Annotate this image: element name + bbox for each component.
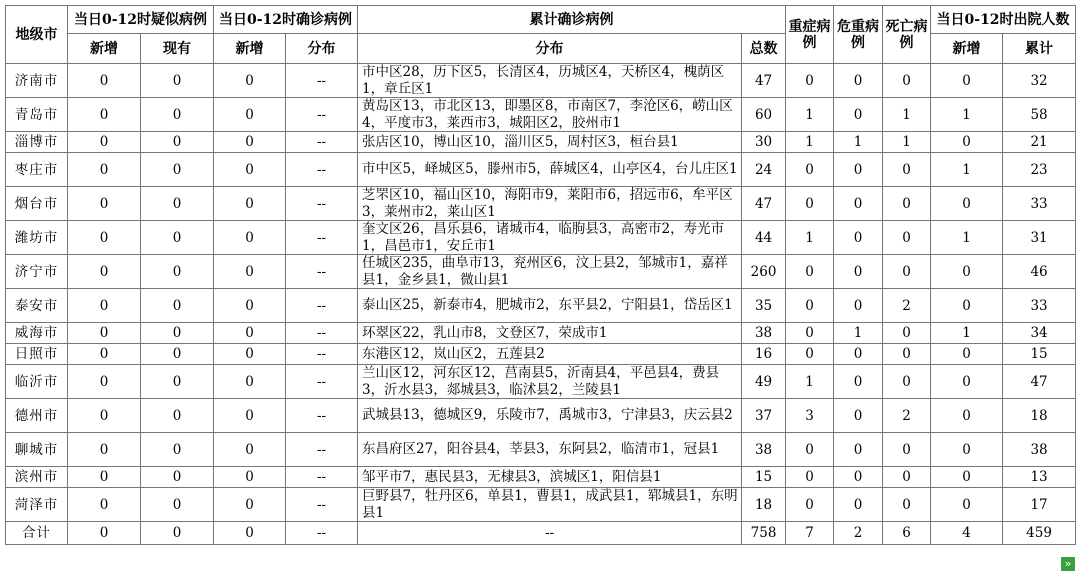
severe-cell: 0	[786, 255, 834, 289]
critical-cell: 0	[834, 153, 883, 187]
severe-cell: 0	[786, 488, 834, 522]
cumulative-distribution-cell: 环翠区22，乳山市8，文登区7，荣成市1	[358, 323, 742, 344]
city-cell: 济宁市	[6, 255, 68, 289]
cumulative-distribution-cell: 奎文区26，昌乐县6，诸城市4，临朐县3，高密市2，寿光市1，昌邑市1，安丘市1	[358, 221, 742, 255]
discharged-total-cell: 13	[1003, 467, 1076, 488]
cumulative-distribution-cell: 市中区5，峄城区5，滕州市5，薛城区4，山亭区4，台儿庄区1	[358, 153, 742, 187]
discharged-total-cell: 21	[1003, 132, 1076, 153]
header-discharged-cumulative: 累计	[1003, 34, 1076, 64]
table-row	[6, 187, 1076, 221]
death-cell: 0	[883, 467, 931, 488]
discharged-new-cell: 0	[931, 255, 1003, 289]
suspected-new-cell: 0	[68, 289, 141, 323]
confirmed-distribution-cell: --	[286, 488, 358, 522]
city-cell: 威海市	[6, 323, 68, 344]
table-row	[6, 344, 1076, 365]
cumulative-distribution-cell: --	[358, 522, 742, 545]
cumulative-distribution-cell: 黄岛区13，市北区13，即墨区8，市南区7，李沧区6，崂山区4，平度市3，莱西市3，城阳区2，胶州市1	[358, 98, 742, 132]
suspected-new-cell: 0	[68, 132, 141, 153]
table-row	[6, 255, 1076, 289]
header-discharged-new: 新增	[931, 34, 1003, 64]
critical-cell: 0	[834, 365, 883, 399]
cumulative-total-cell: 30	[742, 132, 786, 153]
suspected-new-cell: 0	[68, 323, 141, 344]
suspected-new-cell: 0	[68, 365, 141, 399]
suspected-new-cell: 0	[68, 467, 141, 488]
suspected-existing-cell: 0	[141, 153, 214, 187]
city-cell: 合计	[6, 522, 68, 545]
discharged-new-cell: 0	[931, 187, 1003, 221]
suspected-existing-cell: 0	[141, 323, 214, 344]
suspected-existing-cell: 0	[141, 433, 214, 467]
city-cell: 淄博市	[6, 132, 68, 153]
suspected-existing-cell: 0	[141, 467, 214, 488]
confirmed-distribution-cell: --	[286, 323, 358, 344]
city-cell: 临沂市	[6, 365, 68, 399]
discharged-new-cell: 1	[931, 153, 1003, 187]
suspected-existing-cell: 0	[141, 488, 214, 522]
discharged-total-cell: 459	[1003, 522, 1076, 545]
cumulative-distribution-cell: 市中区28，历下区5，长清区4，历城区4，天桥区4，槐荫区1，章丘区1	[358, 64, 742, 98]
cumulative-total-cell: 38	[742, 433, 786, 467]
confirmed-new-cell: 0	[214, 433, 286, 467]
table-row	[6, 221, 1076, 255]
table-row	[6, 399, 1076, 433]
table-row	[6, 467, 1076, 488]
suspected-new-cell: 0	[68, 399, 141, 433]
confirmed-new-cell: 0	[214, 289, 286, 323]
critical-cell: 2	[834, 522, 883, 545]
cumulative-total-cell: 16	[742, 344, 786, 365]
header-confirmed: 当日0-12时确诊病例	[214, 6, 358, 34]
confirmed-new-cell: 0	[214, 221, 286, 255]
confirmed-new-cell: 0	[214, 153, 286, 187]
discharged-new-cell: 0	[931, 399, 1003, 433]
suspected-existing-cell: 0	[141, 365, 214, 399]
cumulative-total-cell: 24	[742, 153, 786, 187]
severe-cell: 7	[786, 522, 834, 545]
discharged-total-cell: 32	[1003, 64, 1076, 98]
header-cumulative: 累计确诊病例	[358, 6, 786, 34]
cumulative-total-cell: 260	[742, 255, 786, 289]
severe-cell: 0	[786, 153, 834, 187]
suspected-new-cell: 0	[68, 98, 141, 132]
table-row	[6, 433, 1076, 467]
critical-cell: 0	[834, 467, 883, 488]
death-cell: 0	[883, 221, 931, 255]
discharged-new-cell: 4	[931, 522, 1003, 545]
suspected-new-cell: 0	[68, 187, 141, 221]
table-row	[6, 488, 1076, 522]
suspected-new-cell: 0	[68, 153, 141, 187]
discharged-new-cell: 1	[931, 98, 1003, 132]
header-confirmed-new: 新增	[214, 34, 286, 64]
death-cell: 6	[883, 522, 931, 545]
death-cell: 2	[883, 399, 931, 433]
cumulative-total-cell: 44	[742, 221, 786, 255]
suspected-existing-cell: 0	[141, 132, 214, 153]
suspected-new-cell: 0	[68, 221, 141, 255]
confirmed-distribution-cell: --	[286, 467, 358, 488]
critical-cell: 0	[834, 98, 883, 132]
discharged-total-cell: 58	[1003, 98, 1076, 132]
suspected-existing-cell: 0	[141, 344, 214, 365]
confirmed-new-cell: 0	[214, 365, 286, 399]
cumulative-distribution-cell: 芝罘区10，福山区10，海阳市9，莱阳市6，招远市6，牟平区3，莱州市2，莱山区1	[358, 187, 742, 221]
header-death: 死亡病例	[883, 6, 931, 64]
severe-cell: 0	[786, 187, 834, 221]
cumulative-total-cell: 37	[742, 399, 786, 433]
severe-cell: 3	[786, 399, 834, 433]
critical-cell: 0	[834, 255, 883, 289]
severe-cell: 1	[786, 365, 834, 399]
confirmed-distribution-cell: --	[286, 344, 358, 365]
header-discharged: 当日0-12时出院人数	[931, 6, 1076, 34]
confirmed-new-cell: 0	[214, 255, 286, 289]
severe-cell: 0	[786, 433, 834, 467]
critical-cell: 0	[834, 221, 883, 255]
death-cell: 1	[883, 132, 931, 153]
confirmed-distribution-cell: --	[286, 399, 358, 433]
confirmed-distribution-cell: --	[286, 255, 358, 289]
city-cell: 枣庄市	[6, 153, 68, 187]
cumulative-distribution-cell: 泰山区25，新泰市4，肥城市2，东平县2，宁阳县1，岱岳区1	[358, 289, 742, 323]
header-confirmed-distribution: 分布	[286, 34, 358, 64]
suspected-new-cell: 0	[68, 64, 141, 98]
discharged-new-cell: 0	[931, 365, 1003, 399]
total-row	[6, 522, 1076, 545]
suspected-existing-cell: 0	[141, 98, 214, 132]
confirmed-distribution-cell: --	[286, 64, 358, 98]
confirmed-new-cell: 0	[214, 522, 286, 545]
confirmed-new-cell: 0	[214, 64, 286, 98]
header-cumulative-distribution: 分布	[358, 34, 742, 64]
cumulative-total-cell: 60	[742, 98, 786, 132]
critical-cell: 0	[834, 344, 883, 365]
death-cell: 0	[883, 323, 931, 344]
cumulative-distribution-cell: 武城县13，德城区9，乐陵市7，禹城市3，宁津县3，庆云县2	[358, 399, 742, 433]
death-cell: 0	[883, 488, 931, 522]
death-cell: 0	[883, 153, 931, 187]
table-body	[6, 64, 1076, 545]
cumulative-distribution-cell: 张店区10，博山区10，淄川区5，周村区3，桓台县1	[358, 132, 742, 153]
discharged-new-cell: 1	[931, 221, 1003, 255]
critical-cell: 1	[834, 132, 883, 153]
cumulative-distribution-cell: 东港区12，岚山区2，五莲县2	[358, 344, 742, 365]
expand-icon[interactable]: »	[1061, 557, 1075, 571]
critical-cell: 0	[834, 64, 883, 98]
death-cell: 2	[883, 289, 931, 323]
severe-cell: 0	[786, 344, 834, 365]
confirmed-distribution-cell: --	[286, 433, 358, 467]
suspected-existing-cell: 0	[141, 64, 214, 98]
suspected-new-cell: 0	[68, 488, 141, 522]
cumulative-distribution-cell: 邹平市7，惠民县3，无棣县3，滨城区1，阳信县1	[358, 467, 742, 488]
cumulative-total-cell: 47	[742, 187, 786, 221]
suspected-new-cell: 0	[68, 522, 141, 545]
confirmed-distribution-cell: --	[286, 132, 358, 153]
critical-cell: 0	[834, 488, 883, 522]
severe-cell: 1	[786, 221, 834, 255]
critical-cell: 0	[834, 187, 883, 221]
confirmed-distribution-cell: --	[286, 289, 358, 323]
city-cell: 日照市	[6, 344, 68, 365]
severe-cell: 0	[786, 64, 834, 98]
discharged-new-cell: 0	[931, 289, 1003, 323]
cumulative-distribution-cell: 巨野县7，牡丹区6，单县1，曹县1，成武县1，郓城县1，东明县1	[358, 488, 742, 522]
city-cell: 青岛市	[6, 98, 68, 132]
suspected-new-cell: 0	[68, 344, 141, 365]
death-cell: 0	[883, 365, 931, 399]
severe-cell: 0	[786, 467, 834, 488]
discharged-total-cell: 33	[1003, 187, 1076, 221]
confirmed-new-cell: 0	[214, 98, 286, 132]
city-cell: 菏泽市	[6, 488, 68, 522]
header-suspected: 当日0-12时疑似病例	[68, 6, 214, 34]
suspected-existing-cell: 0	[141, 399, 214, 433]
cumulative-total-cell: 38	[742, 323, 786, 344]
discharged-new-cell: 0	[931, 64, 1003, 98]
discharged-new-cell: 0	[931, 344, 1003, 365]
city-cell: 滨州市	[6, 467, 68, 488]
confirmed-distribution-cell: --	[286, 221, 358, 255]
city-cell: 潍坊市	[6, 221, 68, 255]
confirmed-new-cell: 0	[214, 344, 286, 365]
confirmed-new-cell: 0	[214, 488, 286, 522]
header-region: 地级市	[6, 6, 68, 64]
cumulative-total-cell: 35	[742, 289, 786, 323]
confirmed-distribution-cell: --	[286, 522, 358, 545]
discharged-total-cell: 17	[1003, 488, 1076, 522]
severe-cell: 0	[786, 289, 834, 323]
confirmed-new-cell: 0	[214, 132, 286, 153]
city-cell: 聊城市	[6, 433, 68, 467]
header-suspected-existing: 现有	[141, 34, 214, 64]
death-cell: 1	[883, 98, 931, 132]
city-cell: 德州市	[6, 399, 68, 433]
discharged-total-cell: 38	[1003, 433, 1076, 467]
discharged-total-cell: 18	[1003, 399, 1076, 433]
critical-cell: 0	[834, 399, 883, 433]
cumulative-total-cell: 47	[742, 64, 786, 98]
confirmed-distribution-cell: --	[286, 365, 358, 399]
table-row	[6, 98, 1076, 132]
table-row	[6, 365, 1076, 399]
city-cell: 烟台市	[6, 187, 68, 221]
confirmed-new-cell: 0	[214, 467, 286, 488]
cumulative-distribution-cell: 任城区235，曲阜市13，兖州区6，汶上县2，邹城市1，嘉祥县1，金乡县1，微山县1	[358, 255, 742, 289]
cumulative-distribution-cell: 兰山区12，河东区12，莒南县5，沂南县4，平邑县4，费县3，沂水县3，郯城县3，临沭县2，兰陵县1	[358, 365, 742, 399]
suspected-new-cell: 0	[68, 255, 141, 289]
critical-cell: 0	[834, 289, 883, 323]
suspected-new-cell: 0	[68, 433, 141, 467]
city-cell: 济南市	[6, 64, 68, 98]
confirmed-new-cell: 0	[214, 399, 286, 433]
header-critical: 危重病例	[834, 6, 883, 64]
severe-cell: 0	[786, 323, 834, 344]
confirmed-distribution-cell: --	[286, 98, 358, 132]
header-severe: 重症病例	[786, 6, 834, 64]
suspected-existing-cell: 0	[141, 187, 214, 221]
discharged-total-cell: 23	[1003, 153, 1076, 187]
discharged-new-cell: 1	[931, 323, 1003, 344]
severe-cell: 1	[786, 98, 834, 132]
header-suspected-new: 新增	[68, 34, 141, 64]
severe-cell: 1	[786, 132, 834, 153]
cumulative-total-cell: 18	[742, 488, 786, 522]
discharged-new-cell: 0	[931, 132, 1003, 153]
confirmed-distribution-cell: --	[286, 187, 358, 221]
confirmed-new-cell: 0	[214, 187, 286, 221]
table-row	[6, 64, 1076, 98]
discharged-total-cell: 15	[1003, 344, 1076, 365]
death-cell: 0	[883, 255, 931, 289]
discharged-total-cell: 46	[1003, 255, 1076, 289]
death-cell: 0	[883, 187, 931, 221]
city-cell: 泰安市	[6, 289, 68, 323]
table-row	[6, 323, 1076, 344]
suspected-existing-cell: 0	[141, 255, 214, 289]
header-cumulative-total: 总数	[742, 34, 786, 64]
discharged-total-cell: 47	[1003, 365, 1076, 399]
cumulative-total-cell: 758	[742, 522, 786, 545]
table-row	[6, 289, 1076, 323]
table-row	[6, 132, 1076, 153]
discharged-new-cell: 0	[931, 488, 1003, 522]
death-cell: 0	[883, 433, 931, 467]
suspected-existing-cell: 0	[141, 289, 214, 323]
cumulative-total-cell: 15	[742, 467, 786, 488]
cumulative-total-cell: 49	[742, 365, 786, 399]
critical-cell: 1	[834, 323, 883, 344]
discharged-total-cell: 34	[1003, 323, 1076, 344]
discharged-new-cell: 0	[931, 467, 1003, 488]
critical-cell: 0	[834, 433, 883, 467]
confirmed-new-cell: 0	[214, 323, 286, 344]
death-cell: 0	[883, 64, 931, 98]
death-cell: 0	[883, 344, 931, 365]
suspected-existing-cell: 0	[141, 522, 214, 545]
confirmed-distribution-cell: --	[286, 153, 358, 187]
case-table	[5, 5, 1076, 545]
suspected-existing-cell: 0	[141, 221, 214, 255]
case-table-container	[5, 5, 1075, 570]
cumulative-distribution-cell: 东昌府区27，阳谷县4，莘县3，东阿县2，临清市1，冠县1	[358, 433, 742, 467]
discharged-total-cell: 33	[1003, 289, 1076, 323]
table-row	[6, 153, 1076, 187]
discharged-new-cell: 0	[931, 433, 1003, 467]
discharged-total-cell: 31	[1003, 221, 1076, 255]
